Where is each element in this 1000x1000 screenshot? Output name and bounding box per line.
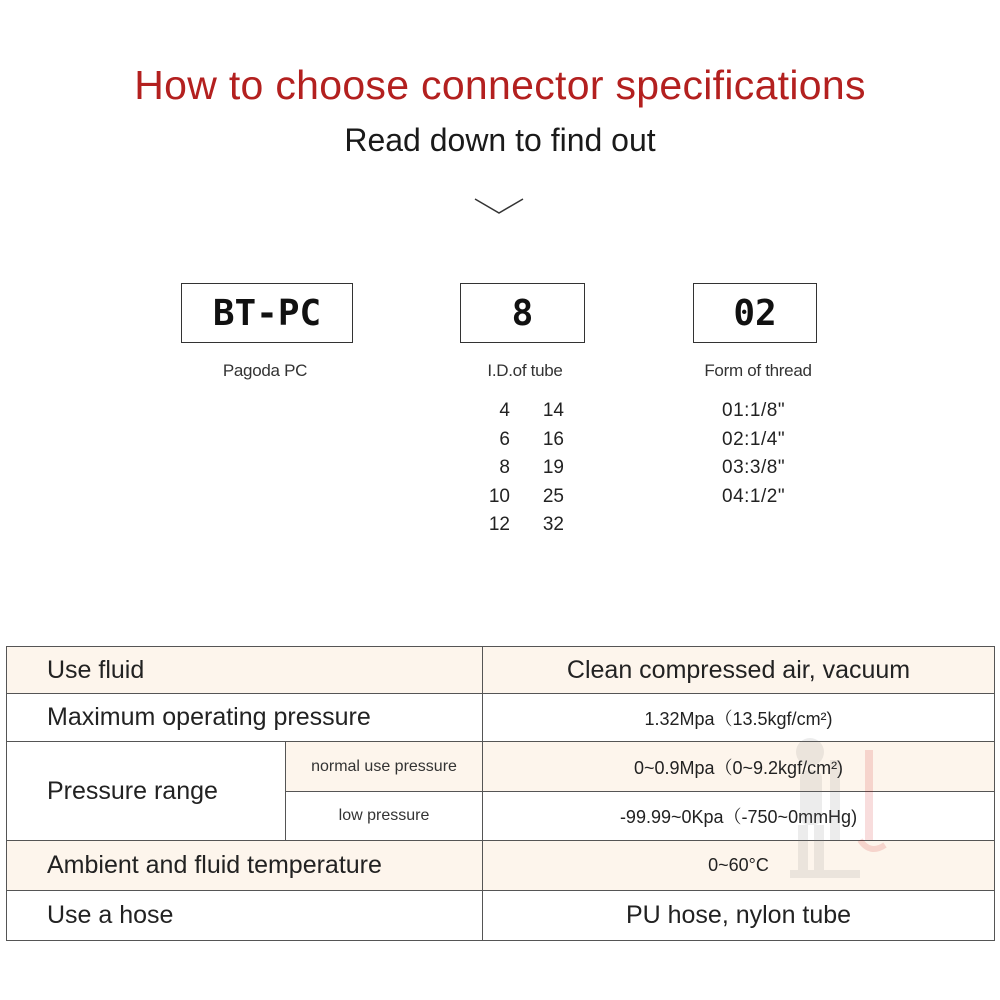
page-subtitle: Read down to find out <box>344 122 656 158</box>
spec-table <box>6 646 995 941</box>
code-label-tube-id: I.D.of tube <box>487 361 563 380</box>
list-item: 10 25 <box>488 485 564 507</box>
tube-size-list <box>468 400 564 543</box>
spec-label: Use fluid <box>7 647 483 694</box>
table-row <box>7 694 995 742</box>
spec-label: Pressure range <box>7 742 286 841</box>
spec-label: Ambient and fluid temperature <box>7 841 483 891</box>
table-row <box>7 841 995 891</box>
spec-sublabel: low pressure <box>286 792 483 841</box>
spec-value: 1.32Mpa（13.5kgf/cm²) <box>483 694 995 742</box>
table-row <box>7 647 995 694</box>
spec-value: 0~0.9Mpa（0~9.2kgf/cm²) <box>483 742 995 792</box>
code-label-thread: Form of thread <box>704 361 812 380</box>
code-box-thread: 02 <box>693 283 817 343</box>
list-item: 03:3/8" <box>722 457 786 478</box>
thread-form-list <box>722 400 785 514</box>
spec-value: Clean compressed air, vacuum <box>483 647 995 694</box>
code-label-series: Pagoda PC <box>222 361 308 380</box>
list-item: 8 19 <box>499 457 564 478</box>
spec-value: PU hose, nylon tube <box>483 891 995 941</box>
list-item: 6 16 <box>499 428 564 450</box>
list-item: 12 32 <box>488 514 564 535</box>
code-box-tube-id: 8 <box>460 283 585 343</box>
spec-sublabel: normal use pressure <box>286 742 483 792</box>
spec-value: -99.99~0Kpa（-750~0mmHg) <box>483 792 995 841</box>
list-item: 4 14 <box>499 400 564 421</box>
code-box-series: BT-PC <box>181 283 353 343</box>
chevron-down-icon <box>473 196 525 216</box>
list-item: 04:1/2" <box>722 485 786 507</box>
spec-value: 0~60°C <box>483 841 995 891</box>
list-item: 01:1/8" <box>722 400 786 421</box>
table-row <box>7 891 995 941</box>
spec-label: Maximum operating pressure <box>7 694 483 742</box>
table-row <box>7 742 995 792</box>
page-title: How to choose connector specifications <box>134 62 866 108</box>
list-item: 02:1/4" <box>722 428 786 450</box>
spec-label: Use a hose <box>7 891 483 941</box>
